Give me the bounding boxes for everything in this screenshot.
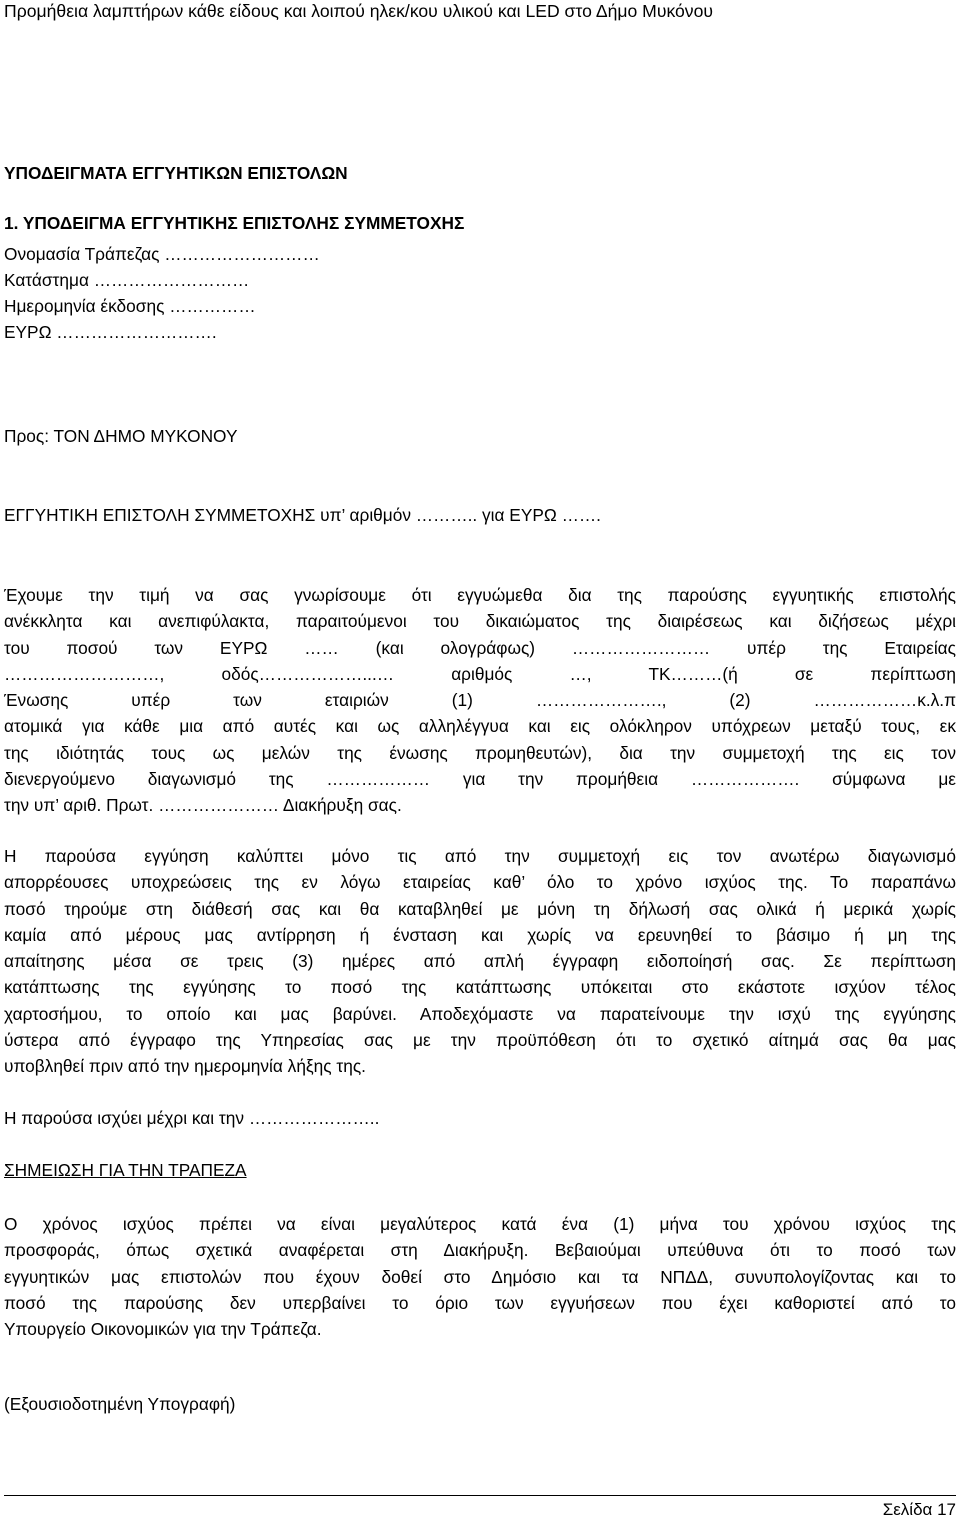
issue-date-field: Ημερομηνία έκδοσης …………… — [4, 296, 256, 316]
validity-line: Η παρούσα ισχύει μέχρι και την ………………….. — [4, 1108, 380, 1128]
paragraph-line: υποβληθεί πριν από την ημερομηνία λήξης της. — [4, 1056, 366, 1077]
recipient-line: Προς: ΤΟΝ ΔΗΜΟ ΜΥΚΟΝΟΥ — [4, 426, 238, 446]
euro-amount-field: ΕΥΡΩ ………………………. — [4, 322, 217, 342]
paragraph-line: χαρτοσήμου, το οποίο και μας βαρύνει. Αποδεχόμαστε να παρατείνουμε την ισχύ της εγγύησης — [4, 1003, 956, 1024]
paragraph-line: ………………………, οδός………………...… αριθμός …, ΤΚ………(ή σε περίπτωση — [4, 663, 956, 684]
authorized-signature: (Εξουσιοδοτημένη Υπογραφή) — [4, 1394, 236, 1414]
paragraph-line: Ο χρόνος ισχύος πρέπει να είναι μεγαλύτερος κατά ένα (1) μήνα του χρόνου ισχύος της — [4, 1214, 956, 1234]
paragraph-line: Έχουμε την τιμή να σας γνωρίσουμε ότι εγγυώμεθα δια της παρούσης εγγυητικής επιστολής — [4, 585, 956, 605]
guarantee-paragraph — [4, 582, 956, 819]
section-title: ΥΠΟΔΕΙΓΜΑΤΑ ΕΓΓΥΗΤΙΚΩΝ ΕΠΙΣΤΟΛΩΝ — [4, 163, 348, 183]
branch-field: Κατάστημα ……………………… — [4, 270, 250, 290]
bank-name-field: Ονομασία Τράπεζας ……………………… — [4, 244, 320, 264]
footer-divider — [4, 1495, 956, 1496]
paragraph-line: Υπουργείο Οικονομικών για την Τράπεζα. — [4, 1319, 322, 1340]
paragraph-line: ατομικά για κάθε μια από αυτές και ως αλληλέγγυα και εις ολόκληρον υπόχρεων μεταξύ τους, εκ — [4, 716, 956, 737]
paragraph-line: προσφοράς, όπως σχετικά αναφέρεται στη Διακήρυξη. Βεβαιούμαι υπεύθυνα ότι το ποσό των — [4, 1240, 956, 1261]
paragraph-line: ποσό τηρούμε στη διάθεσή σας και θα καταβληθεί με μόνη τη δήλωσή σας ολικά ή μερικά χωρίς — [4, 898, 956, 919]
paragraph-line: ποσό της παρούσης δεν υπερβαίνει το όριο των εγγυήσεων που έχει καθοριστεί από το — [4, 1292, 956, 1313]
paragraph-line: εγγυητικών μας επιστολών που έχουν δοθεί στο Δημόσιο και τα ΝΠΔΔ, συνυπολογίζοντας και το — [4, 1266, 956, 1287]
paragraph-line: την υπ’ αριθ. Πρωτ. ………………… Διακήρυξη σας. — [4, 795, 402, 816]
paragraph-line: απαίτησης μέσα σε τρεις (3) ημέρες από απλή έγγραφη ειδοποίησή σας. Σε περίπτωση — [4, 951, 956, 972]
letter-title: ΕΓΓΥΗΤΙΚΗ ΕΠΙΣΤΟΛΗ ΣΥΜΜΕΤΟΧΗΣ υπ’ αριθμόν ……….. για ΕΥΡΩ ……. — [4, 505, 601, 525]
paragraph-line: διενεργούμενο διαγωνισμό της ……………… για την προμήθεια ………………. σύμφωνα με — [4, 769, 956, 790]
paragraph-line: Ένωσης υπέρ των εταιριών (1) …………………., (2) ………………κ.λ.π — [4, 690, 956, 711]
paragraph-line: του ποσού των ΕΥΡΩ …… (και ολογράφως) …………………… υπέρ της Εταιρείας — [4, 637, 956, 658]
bank-note-paragraph — [4, 1211, 956, 1342]
document-header-title: Προμήθεια λαμπτήρων κάθε είδους και λοιπού ηλεκ/κου υλικού και LED στο Δήμο Μυκόνου — [4, 1, 714, 21]
form-heading: 1. ΥΠΟΔΕΙΓΜΑ ΕΓΓΥΗΤΙΚΗΣ ΕΠΙΣΤΟΛΗΣ ΣΥΜΜΕΤΟΧΗΣ — [4, 213, 465, 233]
paragraph-line: καμία από μέρους μας αντίρρηση ή ένσταση και χωρίς να ερευνηθεί το βάσιμο ή μη της — [4, 924, 956, 945]
paragraph-line: ύστερα από έγγραφο της Υπηρεσίας σας με την προϋπόθεση ότι το σχετικό αίτημά σας θα μας — [4, 1030, 956, 1051]
paragraph-line: κατάπτωσης της εγγύησης το ποσό της κατάπτωσης υπόκειται στο εκάστοτε ισχύον τέλος — [4, 977, 956, 998]
page-number: Σελίδα 17 — [882, 1500, 956, 1519]
paragraph-line: απορρέουσες υποχρεώσεις της εν λόγω εταιρείας καθ’ όλο το χρόνο ισχύος της. Το παραπάνω — [4, 872, 956, 893]
paragraph-line: της ιδιότητάς τους ως μελών της ένωσης προμηθευτών), δια την συμμετοχή της εις τον — [4, 742, 956, 763]
paragraph-line: ανέκκλητα και ανεπιφύλακτα, παραιτούμενοι του δικαιώματος της διαιρέσεως και διζήσεως μέχρι — [4, 611, 956, 632]
coverage-paragraph — [4, 843, 956, 1080]
paragraph-line: Η παρούσα εγγύηση καλύπτει μόνο τις από την συμμετοχή εις τον ανωτέρω διαγωνισμό — [4, 846, 956, 866]
bank-note-heading: ΣΗΜΕΙΩΣΗ ΓΙΑ ΤΗΝ ΤΡΑΠΕΖΑ — [4, 1160, 247, 1180]
